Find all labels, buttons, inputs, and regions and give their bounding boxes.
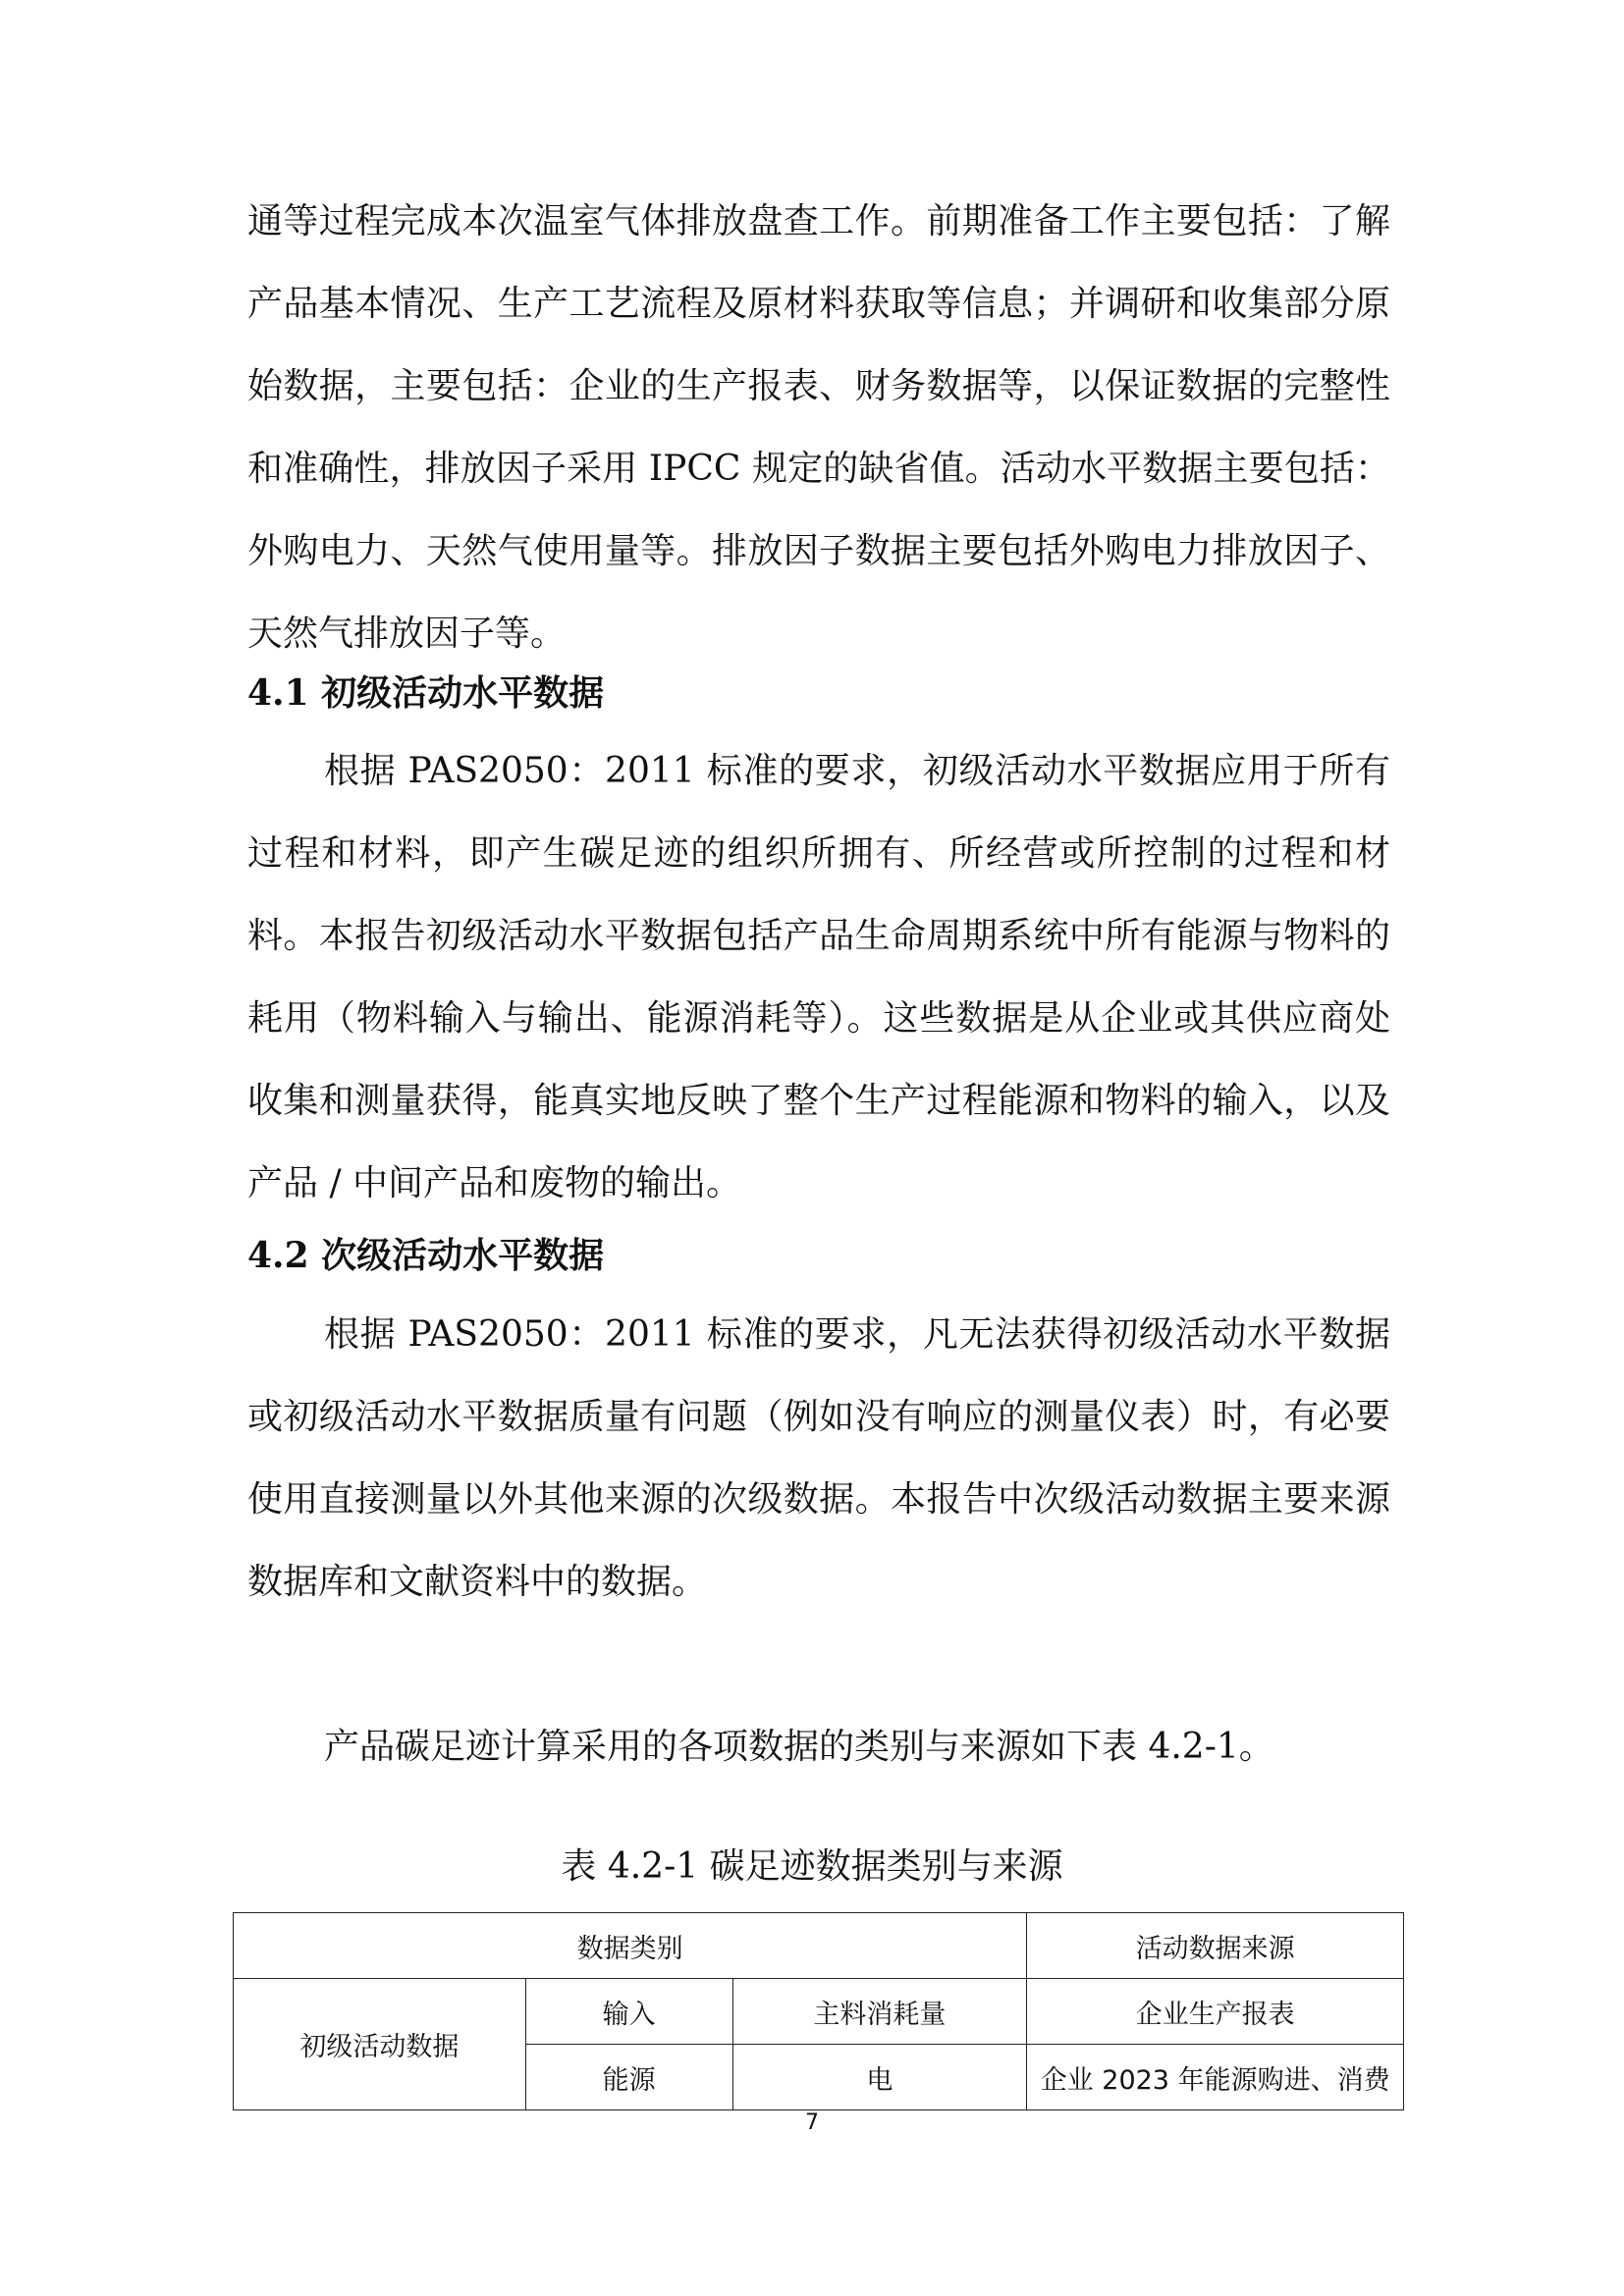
carbon-footprint-data-table xyxy=(233,1912,1404,2110)
table-header-row xyxy=(234,1913,1404,1979)
row-item-cell: 主料消耗量 xyxy=(732,1979,1027,2045)
section-heading-4-1: 4.1 初级活动水平数据 xyxy=(247,672,605,714)
row-source-cell: 企业生产报表 xyxy=(1027,1979,1404,2045)
row-type-cell: 能源 xyxy=(525,2045,732,2110)
group-primary-activity-data: 初级活动数据 xyxy=(234,1979,526,2110)
header-data-category: 数据类别 xyxy=(234,1913,1027,1979)
section-4-1-paragraph: 根据 PAS2050：2011 标准的要求，初级活动水平数据应用于所有过程和材料，即产生碳足迹的组织所拥有、所经营或所控制的过程和材料。本报告初级活动水平数据包括产品生命周期系统中所有能源与物料的耗用（物料输入与输出、能源消耗等）。这些数据是从企业或其供应商处收集和测量获得，能真实地反映了整个生产过程能源和物料的输入，以及产品 / 中间产品和废物的输出。 xyxy=(247,751,1390,1203)
table-caption: 表 4.2-1 碳足迹数据类别与来源 xyxy=(561,1846,1063,1887)
page-number: 7 xyxy=(805,2110,819,2135)
intro-paragraph: 通等过程完成本次温室气体排放盘查工作。前期准备工作主要包括：了解产品基本情况、生产工艺流程及原材料获取等信息；并调研和收集部分原始数据，主要包括：企业的生产报表、财务数据等，以保证数据的完整性和准确性，排放因子采用 IPCC 规定的缺省值。活动水平数据主要包括：外购电力、天然气使用量等。排放因子数据主要包括外购电力排放因子、天然气排放因子等。 xyxy=(247,201,1390,654)
table-row xyxy=(234,1979,1404,2045)
table-intro-paragraph: 产品碳足迹计算采用的各项数据的类别与来源如下表 4.2-1。 xyxy=(324,1727,1274,1767)
section-heading-4-2: 4.2 次级活动水平数据 xyxy=(247,1235,605,1276)
row-source-cell: 企业 2023 年能源购进、消费 xyxy=(1027,2045,1404,2110)
header-activity-data-source: 活动数据来源 xyxy=(1027,1913,1404,1979)
row-item-cell: 电 xyxy=(732,2045,1027,2110)
row-type-cell: 输入 xyxy=(525,1979,732,2045)
section-4-2-paragraph: 根据 PAS2050：2011 标准的要求，凡无法获得初级活动水平数据或初级活动水平数据质量有问题（例如没有响应的测量仪表）时，有必要使用直接测量以外其他来源的次级数据。本报告中次级活动数据主要来源数据库和文献资料中的数据。 xyxy=(247,1314,1390,1602)
